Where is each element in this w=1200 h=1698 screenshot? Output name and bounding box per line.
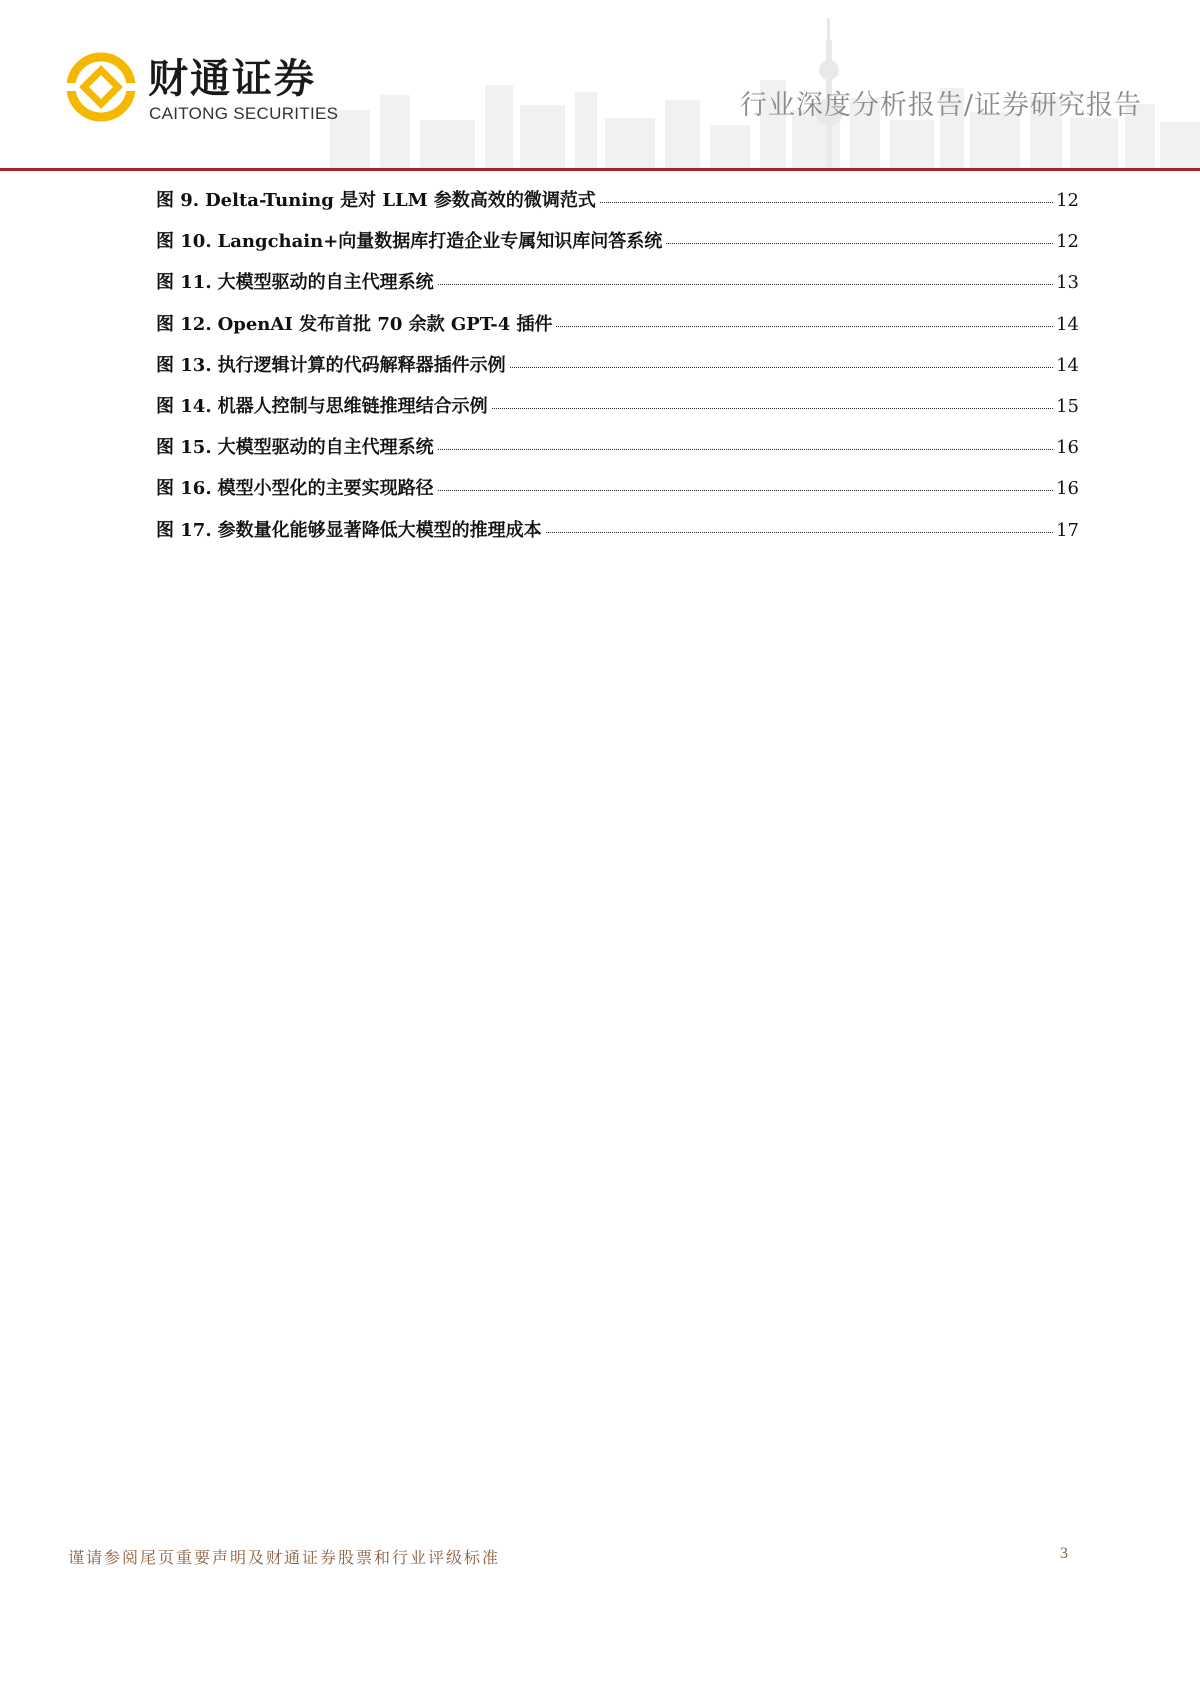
page-number: 12 bbox=[1056, 190, 1079, 211]
dot-leader bbox=[438, 490, 1054, 491]
page-header bbox=[0, 0, 1200, 172]
page-number: 15 bbox=[1056, 395, 1079, 417]
figure-number: 图 17. bbox=[156, 519, 212, 541]
page-number: 16 bbox=[1056, 478, 1079, 500]
dot-leader bbox=[556, 326, 1053, 327]
report-type-label: 行业深度分析报告/证券研究报告 bbox=[739, 90, 1142, 121]
toc-entry[interactable] bbox=[156, 310, 1079, 351]
footer-page-number: 3 bbox=[1060, 1545, 1068, 1562]
figure-title: 机器人控制与思维链推理结合示例 bbox=[217, 395, 488, 417]
dot-leader bbox=[546, 532, 1054, 533]
toc-entry[interactable] bbox=[156, 227, 1079, 268]
figure-title: 参数量化能够显著降低大模型的推理成本 bbox=[217, 519, 542, 541]
toc-entry[interactable] bbox=[156, 433, 1079, 474]
dot-leader bbox=[510, 367, 1054, 368]
figure-number: 图 9. bbox=[156, 190, 200, 211]
figure-title: Langchain+向量数据库打造企业专属知识库问答系统 bbox=[217, 231, 663, 253]
figure-title: 大模型驱动的自主代理系统 bbox=[217, 437, 434, 459]
caitong-logo-icon bbox=[66, 52, 136, 122]
figure-number: 图 11. bbox=[156, 272, 212, 294]
toc-entry[interactable] bbox=[156, 268, 1079, 309]
figure-title: 模型小型化的主要实现路径 bbox=[217, 478, 434, 500]
figure-title: 执行逻辑计算的代码解释器插件示例 bbox=[217, 354, 506, 376]
figure-list bbox=[156, 186, 1079, 557]
figure-title: 大模型驱动的自主代理系统 bbox=[217, 272, 434, 294]
toc-entry[interactable] bbox=[156, 516, 1079, 557]
dot-leader bbox=[666, 243, 1053, 244]
figure-title: OpenAI 发布首批 70 余款 GPT-4 插件 bbox=[217, 313, 553, 335]
figure-number: 图 13. bbox=[156, 354, 212, 376]
figure-title: Delta-Tuning 是对 LLM 参数高效的微调范式 bbox=[205, 190, 596, 211]
toc-entry[interactable] bbox=[156, 186, 1079, 227]
page-number: 16 bbox=[1056, 437, 1079, 459]
figure-number: 图 12. bbox=[156, 313, 212, 335]
toc-entry[interactable] bbox=[156, 351, 1079, 392]
dot-leader bbox=[438, 284, 1054, 285]
page-number: 17 bbox=[1056, 519, 1079, 541]
dot-leader bbox=[438, 449, 1054, 450]
page-number: 12 bbox=[1056, 231, 1079, 253]
dot-leader bbox=[600, 202, 1053, 203]
page-number: 14 bbox=[1056, 354, 1079, 376]
toc-entry[interactable] bbox=[156, 392, 1079, 433]
footer-disclaimer: 谨请参阅尾页重要声明及财通证券股票和行业评级标准 bbox=[68, 1548, 501, 1567]
page-number: 14 bbox=[1056, 313, 1079, 335]
page-number: 13 bbox=[1056, 272, 1079, 294]
figure-number: 图 15. bbox=[156, 437, 212, 459]
toc-entry[interactable] bbox=[156, 474, 1079, 515]
figure-number: 图 10. bbox=[156, 231, 212, 253]
company-name-cn: 财通证券 bbox=[148, 56, 316, 102]
dot-leader bbox=[492, 408, 1054, 409]
header-divider bbox=[0, 168, 1200, 171]
company-name-en: CAITONG SECURITIES bbox=[149, 104, 339, 123]
figure-number: 图 16. bbox=[156, 478, 212, 500]
figure-number: 图 14. bbox=[156, 395, 212, 417]
